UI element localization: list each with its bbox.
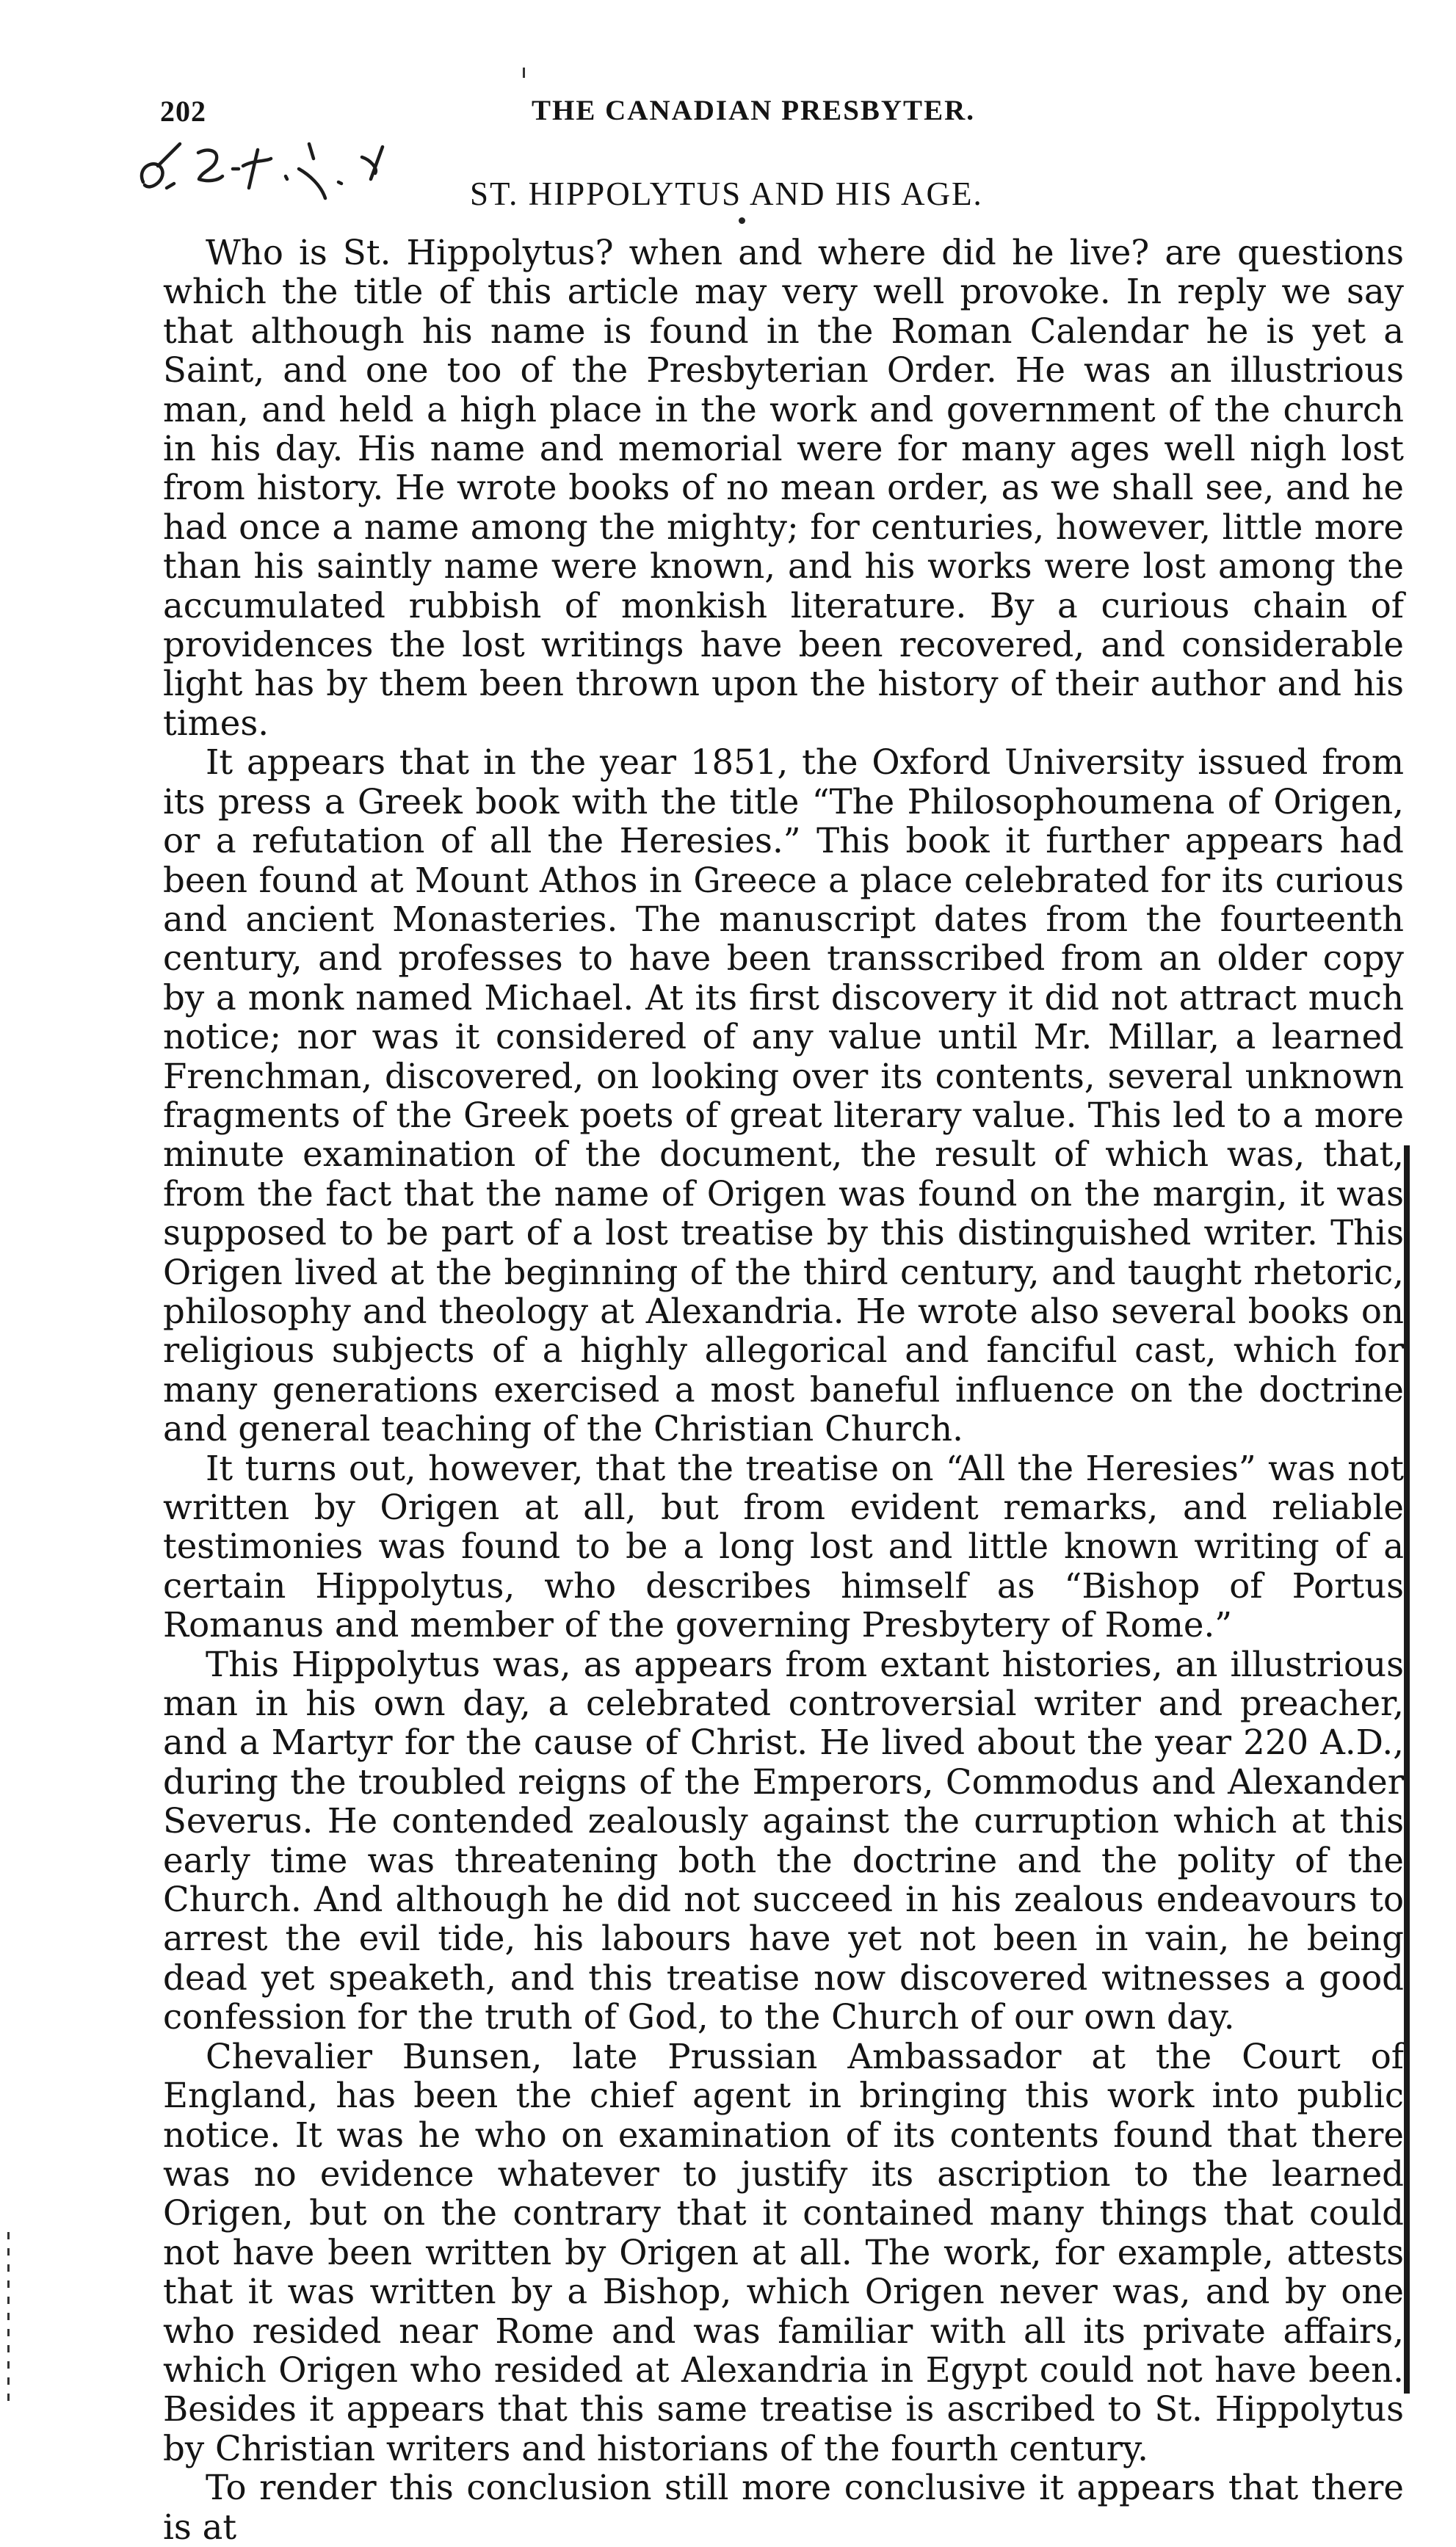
page-number: 202 bbox=[160, 95, 206, 128]
paragraph: To render this conclusion still more conclusive it appears that there is at bbox=[163, 2468, 1404, 2547]
print-mark bbox=[523, 68, 525, 78]
paragraph: This Hippolytus was, as appears from extant histories, an illustrious man in his own day, a celebrated controversial writer and preacher, and a Martyr for the cause of Christ. He lived about the year 220 A.D., during the troubled reigns of the Emperors, Commodus and Alexander Severus. He contended zealously against the curruption which at this early time was threatening both the doctrine and the polity of the Church. And although he did not succeed in his zealous endeavours to arrest the evil tide, his labours have yet not been in vain, he being dead yet speaketh, and this treatise now discovered witnesses a good confession for the truth of God, to the Church of our own day. bbox=[163, 1644, 1404, 2037]
ornament-dot bbox=[739, 217, 745, 224]
paragraph: Who is St. Hippolytus? when and where did he live? are questions which the title of this article may very well provoke. In reply we say that although his name is found in the Roman Calendar he is yet a Saint, and one too of the Presbyterian Order. He was an illustrious man, and held a high place in the work and government of the church in his day. His name and memorial were for many ages well nigh lost from history. He wrote books of no mean order, as we shall see, and he had once a name among the mighty; for centuries, however, little more than his saintly name were known, and his works were lost among the accumulated rubbish of monkish literature. By a curious chain of providences the lost writings have been recovered, and considerable light has by them been thrown upon the history of their author and his times. bbox=[163, 233, 1404, 743]
running-head bbox=[160, 94, 1394, 131]
paragraph: Chevalier Bunsen, late Prussian Ambassador at the Court of England, has been the chief agent in bringing this work into public notice. It was he who on examination of its contents found that there was no evidence whatever to justify its ascription to the learned Origen, but on the contrary that it contained many things that could not have been written by Origen at all. The work, for example, attests that it was written by a Bishop, which Origen never was, and by one who resided near Rome and was familiar with all its private affairs, which Origen who resided at Alexandria in Egypt could not have been. Besides it appears that this same treatise is ascribed to St. Hippolytus by Christian writers and historians of the fourth century. bbox=[163, 2036, 1404, 2468]
paragraph: It turns out, however, that the treatise on “All the Heresies” was not written by Origen at all, but from evident remarks, and reliable testimonies was found to be a long lost and little known writing of a certain Hippolytus, who describes himself as “Bishop of Portus Romanus and member of the governing Presbytery of Rome.” bbox=[163, 1448, 1404, 1645]
scan-edge-shadow bbox=[1404, 1145, 1410, 2394]
article-body bbox=[163, 233, 1404, 2547]
article-title: ST. HIPPOLYTUS AND HIS AGE. bbox=[470, 175, 983, 212]
handwritten-annotation bbox=[128, 137, 430, 210]
paragraph: It appears that in the year 1851, the Oxford University issued from its press a Greek book with the title “The Philosophoumena of Origen, or a refutation of all the Heresies.” This book it further appears had been found at Mount Athos in Greece a place celebrated for its curious and ancient Monasteries. The manuscript dates from the fourteenth century, and professes to have been transscribed from an older copy by a monk named Michael. At its first discovery it did not attract much notice; nor was it considered of any value until Mr. Millar, a learned Frenchman, discovered, on looking over its contents, several unknown fragments of the Greek poets of great literary value. This led to a more minute examination of the document, the result of which was, that, from the fact that the name of Origen was found on the margin, it was supposed to be part of a lost treatise by this distinguished writer. This Origen lived at the beginning of the third century, and taught rhetoric, philosophy and theology at Alexandria. He wrote also several books on religious subjects of a highly allegorical and fanciful cast, which for many generations exercised a most baneful influence on the doctrine and general teaching of the Christian Church. bbox=[163, 742, 1404, 1449]
running-title: THE CANADIAN PRESBYTER. bbox=[532, 95, 975, 126]
scan-edge-marks bbox=[7, 2232, 10, 2401]
